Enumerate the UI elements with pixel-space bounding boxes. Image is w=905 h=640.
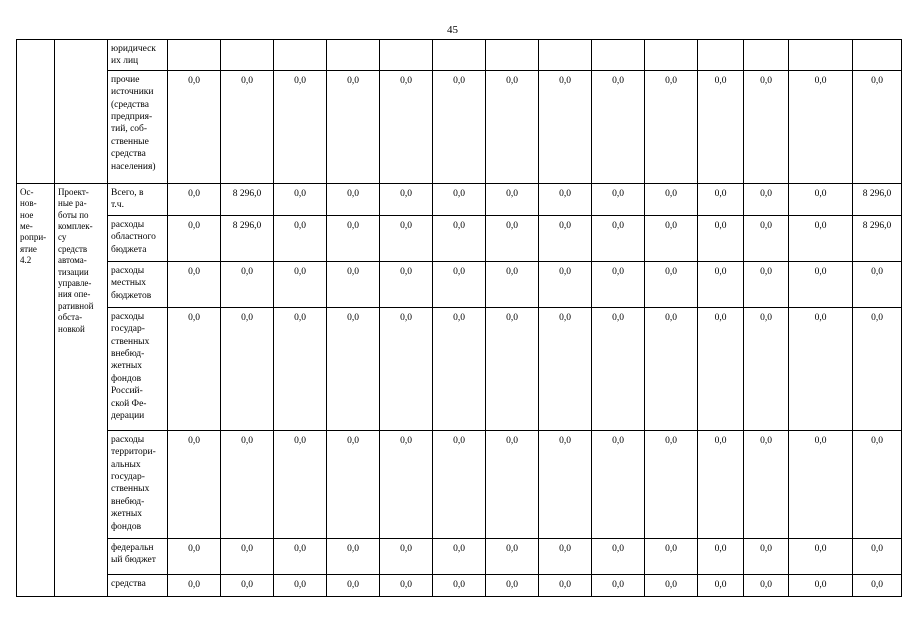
row-label: расходы государ- ственных внебюд- жетных фондов Россий- ской Фе- дерации bbox=[108, 307, 168, 430]
value-cell: 0,0 bbox=[486, 215, 539, 261]
value-cell bbox=[789, 40, 853, 71]
value-cell: 0,0 bbox=[327, 538, 380, 574]
value-cell: 0,0 bbox=[433, 307, 486, 430]
value-cell: 0,0 bbox=[592, 261, 645, 307]
row-label: расходы областного бюджета bbox=[108, 215, 168, 261]
table-row bbox=[17, 40, 902, 71]
value-cell: 0,0 bbox=[744, 215, 789, 261]
value-cell bbox=[645, 40, 698, 71]
value-cell: 0,0 bbox=[592, 538, 645, 574]
value-cell: 0,0 bbox=[853, 261, 902, 307]
value-cell: 0,0 bbox=[380, 538, 433, 574]
value-cell: 0,0 bbox=[592, 183, 645, 215]
value-cell: 8 296,0 bbox=[221, 183, 274, 215]
budget-table bbox=[16, 39, 902, 597]
value-cell: 0,0 bbox=[744, 574, 789, 596]
value-cell bbox=[853, 40, 902, 71]
value-cell: 0,0 bbox=[380, 574, 433, 596]
value-cell: 0,0 bbox=[853, 574, 902, 596]
value-cell: 0,0 bbox=[789, 574, 853, 596]
value-cell: 0,0 bbox=[380, 430, 433, 538]
value-cell: 0,0 bbox=[433, 538, 486, 574]
value-cell: 0,0 bbox=[327, 215, 380, 261]
value-cell: 0,0 bbox=[645, 307, 698, 430]
value-cell: 8 296,0 bbox=[853, 183, 902, 215]
value-cell: 0,0 bbox=[789, 70, 853, 183]
value-cell: 0,0 bbox=[789, 215, 853, 261]
value-cell: 0,0 bbox=[168, 70, 221, 183]
value-cell: 0,0 bbox=[327, 430, 380, 538]
value-cell: 0,0 bbox=[645, 215, 698, 261]
value-cell: 0,0 bbox=[645, 183, 698, 215]
event-cell: Ос- нов- ное ме- ропри- ятие 4.2 bbox=[17, 183, 55, 596]
value-cell: 0,0 bbox=[274, 183, 327, 215]
name-cell-empty bbox=[55, 40, 108, 184]
value-cell: 0,0 bbox=[744, 307, 789, 430]
value-cell: 0,0 bbox=[698, 574, 744, 596]
value-cell: 0,0 bbox=[645, 574, 698, 596]
value-cell: 0,0 bbox=[698, 70, 744, 183]
value-cell: 0,0 bbox=[539, 307, 592, 430]
value-cell: 0,0 bbox=[433, 574, 486, 596]
value-cell: 0,0 bbox=[539, 261, 592, 307]
event-cell-empty bbox=[17, 40, 55, 184]
value-cell: 0,0 bbox=[486, 538, 539, 574]
value-cell: 0,0 bbox=[274, 430, 327, 538]
value-cell bbox=[380, 40, 433, 71]
value-cell: 0,0 bbox=[539, 215, 592, 261]
event-name-cell: Проект- ные ра- боты по комплек- су средств автома- тизации управле- ния опе- ративной обста- новкой bbox=[55, 183, 108, 596]
value-cell: 0,0 bbox=[433, 70, 486, 183]
value-cell: 0,0 bbox=[592, 70, 645, 183]
value-cell: 0,0 bbox=[645, 538, 698, 574]
value-cell: 0,0 bbox=[380, 307, 433, 430]
value-cell: 0,0 bbox=[698, 430, 744, 538]
value-cell bbox=[327, 40, 380, 71]
value-cell: 0,0 bbox=[168, 538, 221, 574]
value-cell: 0,0 bbox=[221, 307, 274, 430]
value-cell: 0,0 bbox=[380, 183, 433, 215]
value-cell: 0,0 bbox=[539, 538, 592, 574]
value-cell: 0,0 bbox=[744, 183, 789, 215]
value-cell bbox=[168, 40, 221, 71]
table-row bbox=[17, 538, 902, 574]
value-cell: 0,0 bbox=[539, 183, 592, 215]
row-label: прочие источники (средства предприя- тий, соб- ственные средства населения) bbox=[108, 70, 168, 183]
value-cell: 0,0 bbox=[789, 307, 853, 430]
value-cell: 0,0 bbox=[698, 183, 744, 215]
row-label: Всего, в т.ч. bbox=[108, 183, 168, 215]
value-cell: 0,0 bbox=[539, 70, 592, 183]
value-cell bbox=[744, 40, 789, 71]
value-cell: 0,0 bbox=[539, 430, 592, 538]
value-cell: 0,0 bbox=[853, 430, 902, 538]
value-cell: 0,0 bbox=[327, 574, 380, 596]
table-row bbox=[17, 70, 902, 183]
value-cell: 0,0 bbox=[744, 70, 789, 183]
table-row bbox=[17, 430, 902, 538]
value-cell: 0,0 bbox=[221, 538, 274, 574]
value-cell: 0,0 bbox=[380, 215, 433, 261]
value-cell bbox=[698, 40, 744, 71]
value-cell: 0,0 bbox=[274, 307, 327, 430]
value-cell: 0,0 bbox=[789, 430, 853, 538]
value-cell: 0,0 bbox=[221, 574, 274, 596]
row-label: расходы территори- альных государ- ственных внебюд- жетных фондов bbox=[108, 430, 168, 538]
value-cell: 0,0 bbox=[168, 215, 221, 261]
value-cell: 0,0 bbox=[168, 183, 221, 215]
table-row bbox=[17, 307, 902, 430]
value-cell: 0,0 bbox=[168, 307, 221, 430]
value-cell: 0,0 bbox=[698, 215, 744, 261]
value-cell: 0,0 bbox=[274, 538, 327, 574]
value-cell bbox=[433, 40, 486, 71]
row-label: средства bbox=[108, 574, 168, 596]
value-cell: 8 296,0 bbox=[853, 215, 902, 261]
value-cell: 0,0 bbox=[486, 430, 539, 538]
row-label: юридическ их лиц bbox=[108, 40, 168, 71]
value-cell: 0,0 bbox=[168, 574, 221, 596]
value-cell: 0,0 bbox=[539, 574, 592, 596]
table-row bbox=[17, 261, 902, 307]
value-cell: 0,0 bbox=[744, 261, 789, 307]
value-cell: 0,0 bbox=[327, 183, 380, 215]
table-row bbox=[17, 215, 902, 261]
value-cell: 0,0 bbox=[789, 261, 853, 307]
value-cell: 0,0 bbox=[327, 70, 380, 183]
value-cell: 0,0 bbox=[592, 215, 645, 261]
value-cell: 0,0 bbox=[327, 261, 380, 307]
value-cell: 0,0 bbox=[380, 261, 433, 307]
value-cell: 0,0 bbox=[168, 430, 221, 538]
value-cell: 0,0 bbox=[645, 261, 698, 307]
value-cell: 0,0 bbox=[698, 307, 744, 430]
value-cell: 0,0 bbox=[486, 261, 539, 307]
value-cell: 0,0 bbox=[274, 574, 327, 596]
value-cell bbox=[486, 40, 539, 71]
value-cell: 0,0 bbox=[433, 430, 486, 538]
value-cell: 0,0 bbox=[853, 538, 902, 574]
value-cell: 0,0 bbox=[486, 307, 539, 430]
value-cell: 0,0 bbox=[486, 574, 539, 596]
value-cell bbox=[539, 40, 592, 71]
value-cell: 0,0 bbox=[789, 183, 853, 215]
value-cell: 0,0 bbox=[592, 307, 645, 430]
value-cell: 0,0 bbox=[327, 307, 380, 430]
value-cell: 0,0 bbox=[853, 70, 902, 183]
value-cell: 0,0 bbox=[698, 261, 744, 307]
value-cell: 0,0 bbox=[486, 70, 539, 183]
value-cell: 0,0 bbox=[433, 215, 486, 261]
table-row bbox=[17, 183, 902, 215]
value-cell bbox=[221, 40, 274, 71]
value-cell bbox=[274, 40, 327, 71]
value-cell: 0,0 bbox=[433, 183, 486, 215]
value-cell: 0,0 bbox=[853, 307, 902, 430]
value-cell: 0,0 bbox=[380, 70, 433, 183]
value-cell bbox=[592, 40, 645, 71]
value-cell: 0,0 bbox=[744, 430, 789, 538]
row-label: расходы местных бюджетов bbox=[108, 261, 168, 307]
value-cell: 0,0 bbox=[592, 430, 645, 538]
table-body bbox=[17, 40, 902, 597]
value-cell: 8 296,0 bbox=[221, 215, 274, 261]
value-cell: 0,0 bbox=[221, 70, 274, 183]
value-cell: 0,0 bbox=[221, 261, 274, 307]
value-cell: 0,0 bbox=[592, 574, 645, 596]
value-cell: 0,0 bbox=[221, 430, 274, 538]
value-cell: 0,0 bbox=[168, 261, 221, 307]
page-number: 45 bbox=[447, 24, 458, 36]
table-row bbox=[17, 574, 902, 596]
value-cell: 0,0 bbox=[274, 70, 327, 183]
row-label: федеральн ый бюджет bbox=[108, 538, 168, 574]
value-cell: 0,0 bbox=[698, 538, 744, 574]
value-cell: 0,0 bbox=[645, 430, 698, 538]
value-cell: 0,0 bbox=[744, 538, 789, 574]
value-cell: 0,0 bbox=[433, 261, 486, 307]
value-cell: 0,0 bbox=[645, 70, 698, 183]
value-cell: 0,0 bbox=[486, 183, 539, 215]
value-cell: 0,0 bbox=[789, 538, 853, 574]
value-cell: 0,0 bbox=[274, 261, 327, 307]
value-cell: 0,0 bbox=[274, 215, 327, 261]
